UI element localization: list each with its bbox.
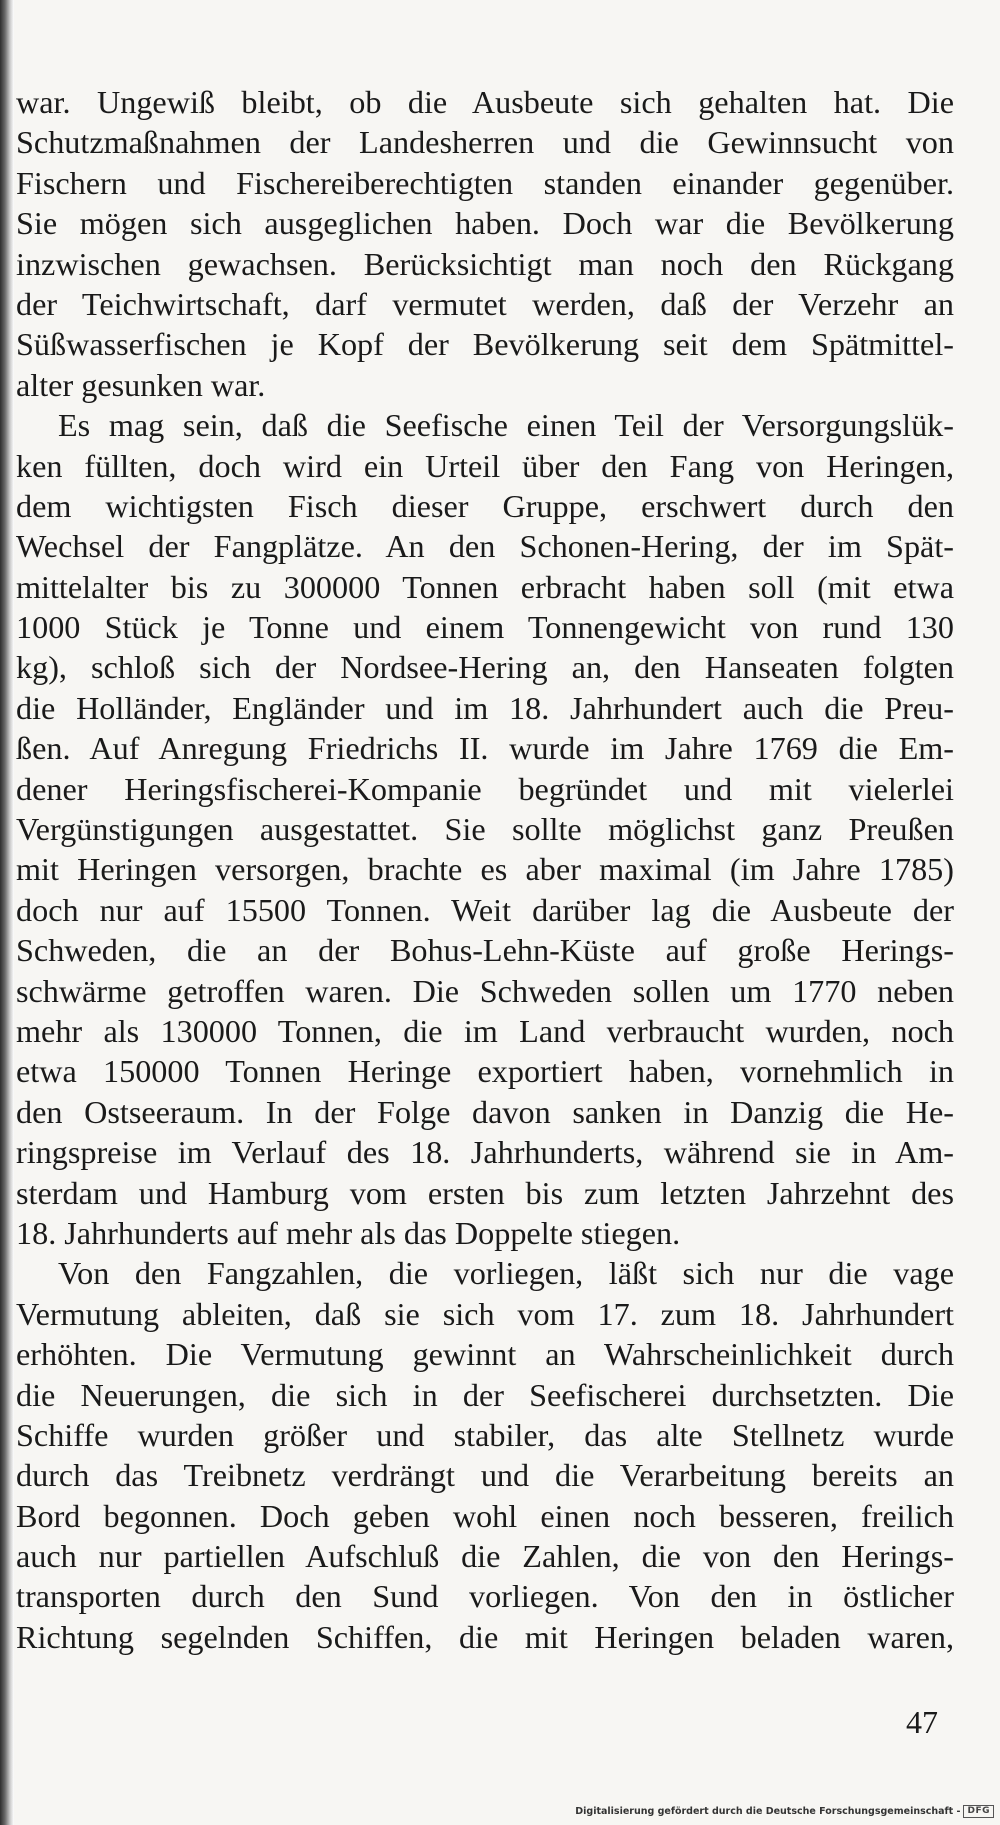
text-line: schwärme getroffen waren. Die Schweden sollen um 1770 neben <box>16 972 954 1009</box>
text-line: dener Heringsfischerei-Kompanie begründet und mit vielerlei <box>16 770 954 807</box>
text-line: Von den Fangzahlen, die vorliegen, läßt sich nur die vage <box>58 1255 954 1292</box>
body-text <box>16 82 954 1657</box>
text-line: erhöhten. Die Vermutung gewinnt an Wahrscheinlichkeit durch <box>16 1336 954 1373</box>
text-line: ken füllten, doch wird ein Urteil über den Fang von Heringen, <box>16 447 954 484</box>
text-line: Süßwasserfischen je Kopf der Bevölkerung seit dem Spätmittel- <box>16 326 954 363</box>
page-number: 47 <box>906 1704 938 1740</box>
text-line: etwa 150000 Tonnen Heringe exportiert haben, vornehmlich in <box>16 1053 954 1090</box>
text-line: Richtung segelnden Schiffen, die mit Heringen beladen waren, <box>16 1618 954 1655</box>
text-line: mehr als 130000 Tonnen, die im Land verbraucht wurden, noch <box>16 1012 954 1049</box>
text-line: Es mag sein, daß die Seefische einen Teil der Versorgungslük- <box>58 407 954 444</box>
text-line: Vermutung ableiten, daß sie sich vom 17. zum 18. Jahrhundert <box>16 1295 954 1332</box>
text-line: doch nur auf 15500 Tonnen. Weit darüber lag die Ausbeute der <box>16 891 954 928</box>
text-line: Wechsel der Fangplätze. An den Schonen-Hering, der im Spät- <box>16 528 954 565</box>
text-line: alter gesunken war. <box>16 366 266 403</box>
text-line: ringspreise im Verlauf des 18. Jahrhunderts, während sie in Am- <box>16 1134 954 1171</box>
text-line: 1000 Stück je Tonne und einem Tonnengewicht von rund 130 <box>16 609 954 646</box>
text-line: inzwischen gewachsen. Berücksichtigt man noch den Rückgang <box>16 245 954 282</box>
text-line: der Teichwirtschaft, darf vermutet werden, daß der Verzehr an <box>16 285 954 322</box>
text-line: die Neuerungen, die sich in der Seefischerei durchsetzten. Die <box>16 1376 954 1413</box>
text-line: dem wichtigsten Fisch dieser Gruppe, erschwert durch den <box>16 487 954 524</box>
footer-credit-text: Digitalisierung gefördert durch die Deutsche Forschungsgemeinschaft - <box>575 1806 961 1817</box>
text-line: Schweden, die an der Bohus-Lehn-Küste auf große Herings- <box>16 932 954 969</box>
text-line: mit Heringen versorgen, brachte es aber maximal (im Jahre 1785) <box>16 851 954 888</box>
dfg-logo: DFG <box>963 1805 994 1818</box>
text-line: transporten durch den Sund vorliegen. Von den in östlicher <box>16 1578 954 1615</box>
text-line: Vergünstigungen ausgestattet. Sie sollte möglichst ganz Preußen <box>16 811 954 848</box>
text-line: ßen. Auf Anregung Friedrichs II. wurde im Jahre 1769 die Em- <box>16 730 954 767</box>
text-line: auch nur partiellen Aufschluß die Zahlen, die von den Herings- <box>16 1538 954 1575</box>
text-line: mittelalter bis zu 300000 Tonnen erbracht haben soll (mit etwa <box>16 568 954 605</box>
digitization-footer <box>575 1805 994 1818</box>
text-line: die Holländer, Engländer und im 18. Jahrhundert auch die Preu- <box>16 689 954 726</box>
text-line: Fischern und Fischereiberechtigten standen einander gegenüber. <box>16 164 954 201</box>
text-line: kg), schloß sich der Nordsee-Hering an, den Hanseaten folgten <box>16 649 954 686</box>
text-line: war. Ungewiß bleibt, ob die Ausbeute sich gehalten hat. Die <box>16 84 954 120</box>
text-line: Bord begonnen. Doch geben wohl einen noch besseren, freilich <box>16 1497 954 1534</box>
text-line: sterdam und Hamburg vom ersten bis zum letzten Jahrzehnt des <box>16 1174 954 1211</box>
text-line: durch das Treibnetz verdrängt und die Verarbeitung bereits an <box>16 1457 954 1494</box>
text-line: Sie mögen sich ausgeglichen haben. Doch war die Bevölkerung <box>16 205 954 242</box>
text-line: 18. Jahrhunderts auf mehr als das Doppelte stiegen. <box>16 1214 681 1251</box>
text-line: Schiffe wurden größer und stabiler, das alte Stellnetz wurde <box>16 1416 954 1453</box>
book-page <box>14 0 1000 1825</box>
scan-page-edge <box>0 0 14 1825</box>
text-line: Schutzmaßnahmen der Landesherren und die Gewinnsucht von <box>16 124 954 161</box>
text-line: den Ostseeraum. In der Folge davon sanken in Danzig die He- <box>16 1093 954 1130</box>
